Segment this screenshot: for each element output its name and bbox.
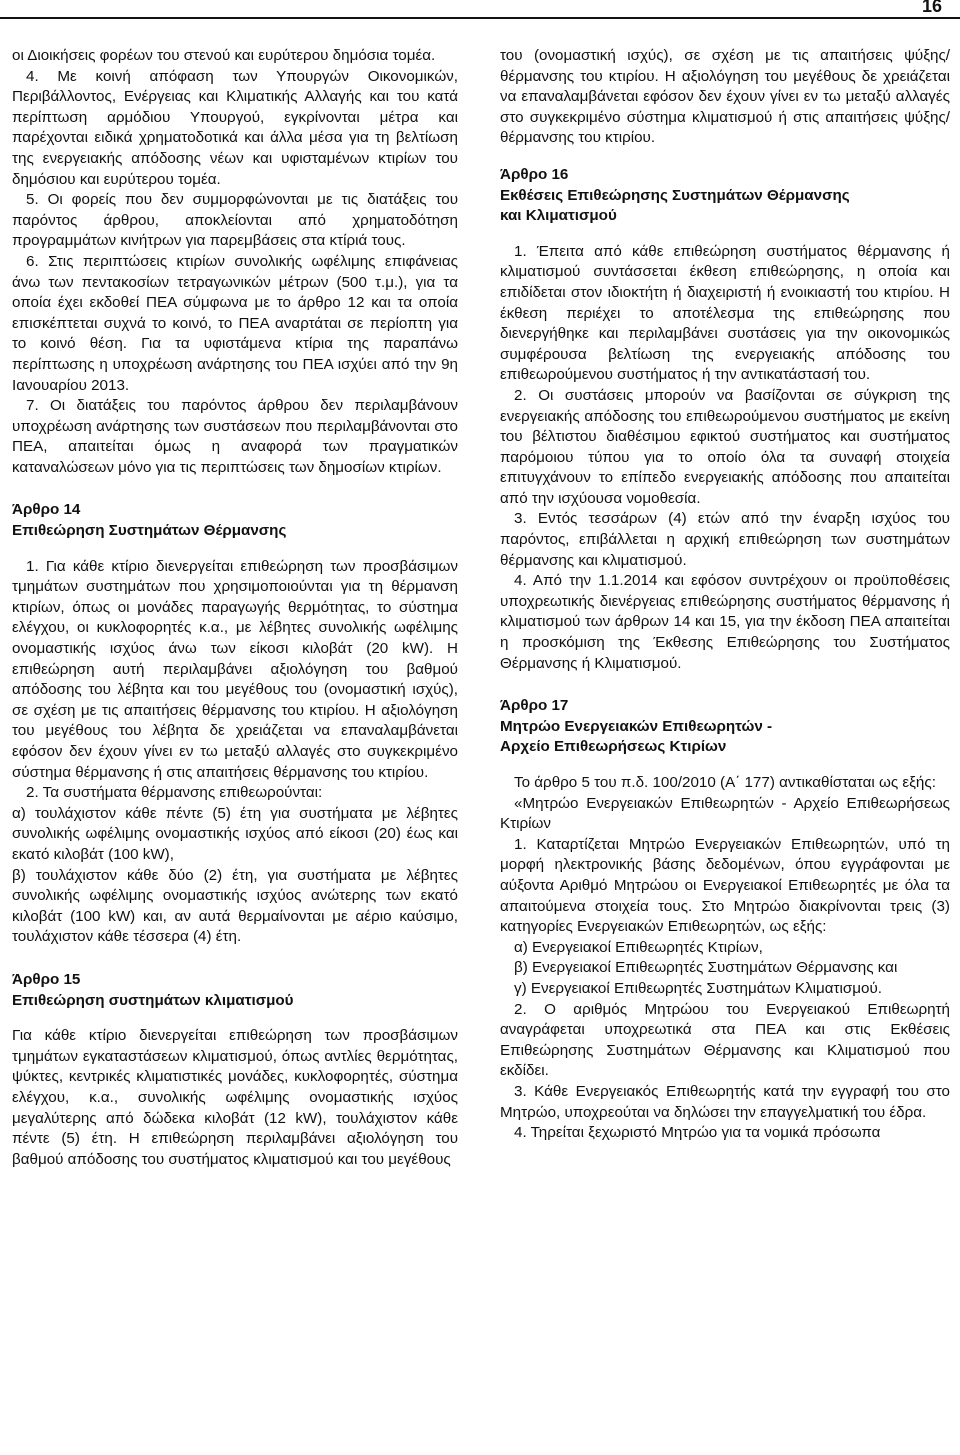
header-rule (0, 17, 960, 19)
paragraph: β) Ενεργειακοί Επιθεωρητές Συστημάτων Θέρμανσης και (514, 959, 898, 977)
paragraph: 2. Τα συστήματα θέρμανσης επιθεωρούνται: (26, 784, 323, 802)
paragraph: α) Ενεργειακοί Επιθεωρητές Κτιρίων, (514, 938, 763, 956)
paragraph: 5. Οι φορείς που δεν συμμορφώνονται με τις διατάξεις του παρόντος άρθρου, αποκλείονται από χρηματοδότηση προγραμμάτων κινήτρων για παρεμβάσεις στα κτίριά τους. (12, 191, 458, 250)
paragraph: 4. Τηρείται ξεχωριστό Μητρώο για τα νομικά πρόσωπα (514, 1124, 881, 1142)
paragraph: γ) Ενεργειακοί Επιθεωρητές Συστημάτων Κλιματισμού. (514, 979, 883, 997)
paragraph: Για κάθε κτίριο διενεργείται επιθεώρηση των προσβάσιμων τμημάτων εγκαταστάσεων κλιματισμού, όπως αντλίες θερμότητας, ψύκτες, κεντρικές κλιματιστικές μονάδες, κυκλοφορητές, σύστημα ελέγχου, κ.α., συνολικής ωφέλιμης ονομαστικής ισχύος μεγαλύτερης από δώδεκα κιλοβάτ (12 kW), τουλάχιστον κάθε πέντε (5) έτη. Η επιθεώρηση περιλαμβάνει αξιολόγηση του βαθμού απόδοσης του συστήματος κλιματισμού και του μεγέθους (12, 1027, 458, 1168)
paragraph: 7. Οι διατάξεις του παρόντος άρθρου δεν περιλαμβάνουν υποχρέωση ανάρτησης των συστάσεων που περιλαμβάνονται στο ΠΕΑ, απαιτείται όμως η αναφορά των πραγματικών καταναλώσεων μόνο για τις περιπτώσεις των δημοσίων κτιρίων. (12, 397, 458, 476)
left-column (12, 46, 458, 1170)
page-number: 16 (921, 0, 942, 16)
paragraph: 3. Κάθε Ενεργειακός Επιθεωρητής κατά την εγγραφή του στο Μητρώο, υποχρεούται να δηλώσει την επαγγελματική του έδρα. (500, 1082, 950, 1121)
right-column (500, 46, 950, 1144)
paragraph: 1. Έπειτα από κάθε επιθεώρηση συστήματος θέρμανσης ή κλιματισμού συντάσσεται έκθεση επιθεώρησης, η οποία και επιδίδεται στον ιδιοκτήτη ή διαχειριστή ή ενοικιαστή του κτιρίου. Η έκθεση περιέχει το αποτέλεσμα της επιθεώρησης που διενεργήθηκε και περιλαμβάνει συστάσεις για την οικονομικώς συμφέρουσα βελτίωση της ενεργειακής απόδοσης του επιθεωρούμενου συστήματος ή την αντικατάστασή του. (500, 242, 950, 384)
paragraph: 6. Στις περιπτώσεις κτιρίων συνολικής ωφέλιμης επιφάνειας άνω των πεντακοσίων τετραγωνικών μέτρων (500 τ.μ.), για τα οποία έχει εκδοθεί ΠΕΑ σύμφωνα με το άρθρο 12 και τα οποία επισκέπτεται συχνά το κοινό, το ΠΕΑ αναρτάται σε περίοπτη για το κοινό θέση. Για τα υφιστάμενα κτίρια της παραπάνω περίπτωσης η υποχρέωση ανάρτησης του ΠΕΑ ισχύει από την 9η Ιανουαρίου 2013. (12, 252, 458, 394)
paragraph: Το άρθρο 5 του π.δ. 100/2010 (Α΄ 177) αντικαθίσταται ως εξής: (514, 774, 936, 791)
paragraph: 4. Από την 1.1.2014 και εφόσον συντρέχουν οι προϋποθέσεις υποχρεωτικής διενέργειας επιθεώρησης συστήματος θέρμανσης ή κλιματισμού των άρθρων 14 και 15, για την έκδοση ΠΕΑ απαιτείται η προσκόμιση της Έκθεσης Επιθεώρησης του Συστήματος Θέρμανσης ή Κλιματισμού. (500, 572, 950, 672)
paragraph: 4. Με κοινή απόφαση των Υπουργών Οικονομικών, Περιβάλλοντος, Ενέργειας και Κλιματικής Αλλαγής και του κατά περίπτωση αρμόδιου Υπουργού, εγκρίνονται μέτρα και παρέχονται ειδικά χρηματοδοτικά και άλλα μέσα για τη βελτίωση της ενεργειακής απόδοσης νέων και υφισταμένων κτιρίων του δημόσιου και ευρύτερου τομέα. (12, 67, 458, 188)
paragraph: 2. Οι συστάσεις μπορούν να βασίζονται σε σύγκριση της ενεργειακής απόδοσης του επιθεωρούμενου συστήματος με εκείνη του βέλτιστου διαθέσιμου εφικτού συστήματος και συστήματος παρόμοιου τύπου για το οποίο όλα τα συναφή στοιχεία επιτυγχάνουν το επίπεδο ενεργειακής απόδοσης που απαιτείται από την ισχύουσα νομοθεσία. (500, 386, 950, 507)
article-heading: Άρθρο 15 Επιθεώρηση συστημάτων κλιματισμού (12, 970, 294, 1009)
paragraph: α) τουλάχιστον κάθε πέντε (5) έτη για συστήματα με λέβητες συνολικής ωφέλιμης ονομαστικής ισχύος από είκοσι (20) έως και εκατό κιλοβάτ (100 kW), (12, 804, 458, 863)
paragraph: του (ονομαστική ισχύς), σε σχέση με τις απαιτήσεις ψύξης/θέρμανσης του κτιρίου. Η αξιολόγηση του μεγέθους δε χρειάζεται να επαναλαμβάνεται εφόσον δεν έχουν γίνει εν τω μεταξύ αλλαγές στο συγκεκριμένο σύστημα κλιματισμού ή στις απαιτήσεις ψύξης/θέρμανσης του κτιρίου. (500, 47, 950, 147)
paragraph: οι Διοικήσεις φορέων του στενού και ευρύτερου δημόσια τομέα. (12, 47, 436, 64)
article-heading: Άρθρο 16 Εκθέσεις Επιθεώρησης Συστημάτων Θέρμανσης και Κλιματισμού (500, 165, 850, 225)
paragraph: 1. Καταρτίζεται Μητρώο Ενεργειακών Επιθεωρητών, υπό τη μορφή ηλεκτρονικής βάσης δεδομένων, όπου εγγράφονται με αύξοντα Αριθμό Μητρώου οι Ενεργειακοί Επιθεωρητές με όλα τα απαιτούμενα στοιχεία τους. Στο Μητρώο διακρίνονται τρεις (3) κατηγορίες Ενεργειακών Επιθεωρητών, ως εξής: (500, 835, 950, 936)
article-heading: Άρθρο 14 Επιθεώρηση Συστημάτων Θέρμανσης (12, 501, 287, 540)
paragraph: «Μητρώο Ενεργειακών Επιθεωρητών - Αρχείο Επιθεωρήσεως Κτιρίων (500, 794, 950, 833)
article-heading: Άρθρο 17 Μητρώο Ενεργειακών Επιθεωρητών - Αρχείο Επιθεωρήσεως Κτιρίων (500, 697, 773, 756)
paragraph: 3. Εντός τεσσάρων (4) ετών από την έναρξη ισχύος του παρόντος, επιβάλλεται η αρχική επιθεώρηση των συστημάτων θέρμανσης και κλιματισμού. (500, 510, 950, 569)
paragraph: 2. Ο αριθμός Μητρώου του Ενεργειακού Επιθεωρητή αναγράφεται υποχρεωτικά στα ΠΕΑ και στις Εκθέσεις Επιθεώρησης Συστημάτων Θέρμανσης και Κλιματισμού που εκδίδει. (500, 1000, 950, 1080)
paragraph: 1. Για κάθε κτίριο διενεργείται επιθεώρηση των προσβάσιμων τμημάτων συστημάτων που χρησιμοποιούνται για τη θέρμανση κτιρίων, όπως οι μονάδες παραγωγής θερμότητας, το σύστημα ελέγχου, οι κυκλοφορητές κ.α., με λέβητες συνολικής ωφέλιμης ονομαστικής ισχύος άνω των είκοσι κιλοβάτ (20 kW). Η επιθεώρηση αυτή περιλαμβάνει αξιολόγηση του βαθμού απόδοσης του λέβητα και του μεγέθους του (ονομαστική ισχύς), σε σχέση με τις απαιτήσεις θέρμανσης του κτιρίου. Η αξιολόγηση του μεγέθους του λέβητα δε χρειάζεται να επαναλαμβάνεται εφόσον δεν έχουν γίνει εν τω μεταξύ αλλαγές στο συγκεκριμένο σύστημα θέρμανσης ή στις απαιτήσεις θέρμανσης του κτιρίου. (12, 557, 458, 781)
paragraph: β) τουλάχιστον κάθε δύο (2) έτη, για συστήματα με λέβητες συνολικής ωφέλιμης ονομαστικής ισχύος ανώτερης των εκατό κιλοβάτ (100 kW) και, αν αυτά θερμαίνονται με αέριο καύσιμο, τουλάχιστον κάθε τέσσερα (4) έτη. (12, 866, 458, 946)
